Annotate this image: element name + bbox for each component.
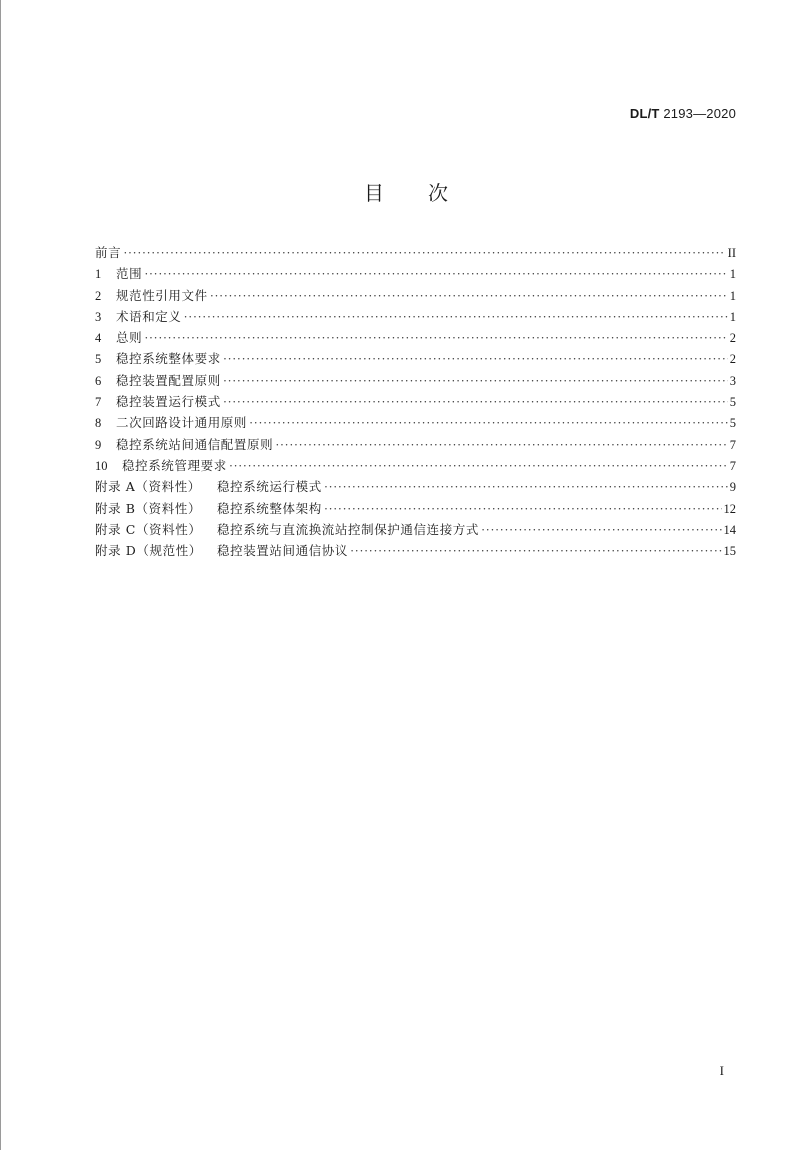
toc-entry-6[interactable] <box>95 371 736 392</box>
toc-entry-page: 1 <box>729 309 736 324</box>
toc-leader-dots <box>144 331 728 346</box>
toc-entry-number: 9 <box>95 437 102 452</box>
toc-entry-label: 稳控装置运行模式 <box>116 394 221 410</box>
toc-entry-label: 前言 <box>95 245 122 260</box>
toc-entry-label: 稳控系统整体架构 <box>217 500 322 516</box>
toc-leader-dots <box>350 544 721 559</box>
toc-entry-number: 4 <box>95 331 102 346</box>
toc-leader-dots <box>229 459 728 474</box>
document-code-prefix: DL/T <box>629 106 660 121</box>
toc-entry-label: 术语和定义 <box>116 308 182 324</box>
toc-entry-page: 1 <box>729 288 736 303</box>
toc-entry-number: 3 <box>95 309 102 324</box>
toc-appendix-tag: 附录 C（资料性） <box>95 521 202 537</box>
document-code <box>630 106 736 121</box>
toc-entry-label: 稳控系统管理要求 <box>122 457 227 473</box>
toc-entry-page: 7 <box>729 437 736 452</box>
toc-list <box>95 243 736 562</box>
toc-leader-dots <box>324 502 722 517</box>
toc-appendix-tag: 附录 D（规范性） <box>95 543 202 559</box>
toc-entry-label: 稳控系统整体要求 <box>116 351 221 367</box>
toc-entry-page: 2 <box>729 331 736 346</box>
toc-appendix-tag: 附录 A（资料性） <box>95 479 201 495</box>
toc-leader-dots <box>324 480 728 495</box>
page-number: I <box>719 1063 724 1078</box>
toc-entry-label: 稳控系统站间通信配置原则 <box>116 436 274 452</box>
toc-leader-dots <box>223 395 728 410</box>
toc-appendix-tag: 附录 B（资料性） <box>95 500 202 516</box>
toc-entry-appendix-c[interactable] <box>95 520 736 541</box>
toc-entry-7[interactable] <box>95 392 736 413</box>
toc-entry-page: 3 <box>729 373 736 388</box>
toc-entry-9[interactable] <box>95 435 736 456</box>
toc-entry-label: 总则 <box>116 330 143 346</box>
toc-entry-label: 二次回路设计通用原则 <box>116 415 248 431</box>
toc-leader-dots <box>275 438 728 453</box>
toc-entry-page: 1 <box>729 267 736 282</box>
toc-entry-number: 8 <box>95 416 102 431</box>
toc-entry-number: 1 <box>95 267 102 282</box>
toc-entry-appendix-d[interactable] <box>95 541 736 562</box>
toc-entry-number: 6 <box>95 373 102 388</box>
toc-entry-label: 稳控系统运行模式 <box>217 479 322 495</box>
toc-entry-page: II <box>727 246 736 260</box>
page-left-border <box>0 0 1 1150</box>
toc-title-right: 次 <box>428 181 448 205</box>
toc-entry-number: 2 <box>95 288 102 303</box>
toc-entry-4[interactable] <box>95 328 736 349</box>
toc-entry-page: 5 <box>729 395 736 410</box>
toc-entry-page: 2 <box>729 352 736 367</box>
toc-entry-page: 5 <box>729 416 736 431</box>
toc-entry-10[interactable] <box>95 456 736 477</box>
toc-entry-number: 5 <box>95 352 102 367</box>
document-code-number: 2193—2020 <box>663 106 736 121</box>
toc-title <box>0 177 812 206</box>
toc-leader-dots <box>184 310 728 325</box>
toc-title-left: 目 <box>364 181 384 205</box>
toc-entry-number: 7 <box>95 395 102 410</box>
toc-leader-dots <box>249 416 728 431</box>
toc-entry-3[interactable] <box>95 307 736 328</box>
toc-entry-foreword[interactable] <box>95 243 736 264</box>
toc-entry-page: 14 <box>723 522 736 537</box>
toc-entry-label: 稳控系统与直流换流站控制保护通信连接方式 <box>217 521 480 537</box>
toc-entry-page: 12 <box>723 501 736 516</box>
toc-entry-label: 稳控装置站间通信协议 <box>217 543 349 559</box>
toc-leader-dots <box>144 267 728 282</box>
toc-entry-page: 9 <box>729 480 736 495</box>
toc-entry-label: 稳控装置配置原则 <box>116 372 221 388</box>
toc-leader-dots <box>123 246 725 261</box>
toc-entry-number: 10 <box>95 458 108 473</box>
toc-leader-dots <box>210 289 728 304</box>
toc-entry-1[interactable] <box>95 264 736 285</box>
toc-entry-label: 规范性引用文件 <box>116 287 208 303</box>
toc-entry-appendix-b[interactable] <box>95 499 736 520</box>
toc-entry-appendix-a[interactable] <box>95 477 736 498</box>
toc-leader-dots <box>223 374 728 389</box>
toc-entry-page: 7 <box>729 458 736 473</box>
toc-entry-2[interactable] <box>95 286 736 307</box>
toc-leader-dots <box>481 523 721 538</box>
toc-entry-5[interactable] <box>95 349 736 370</box>
toc-entry-page: 15 <box>723 544 736 559</box>
toc-entry-label: 范围 <box>116 266 143 282</box>
toc-entry-8[interactable] <box>95 413 736 434</box>
toc-leader-dots <box>223 352 728 367</box>
